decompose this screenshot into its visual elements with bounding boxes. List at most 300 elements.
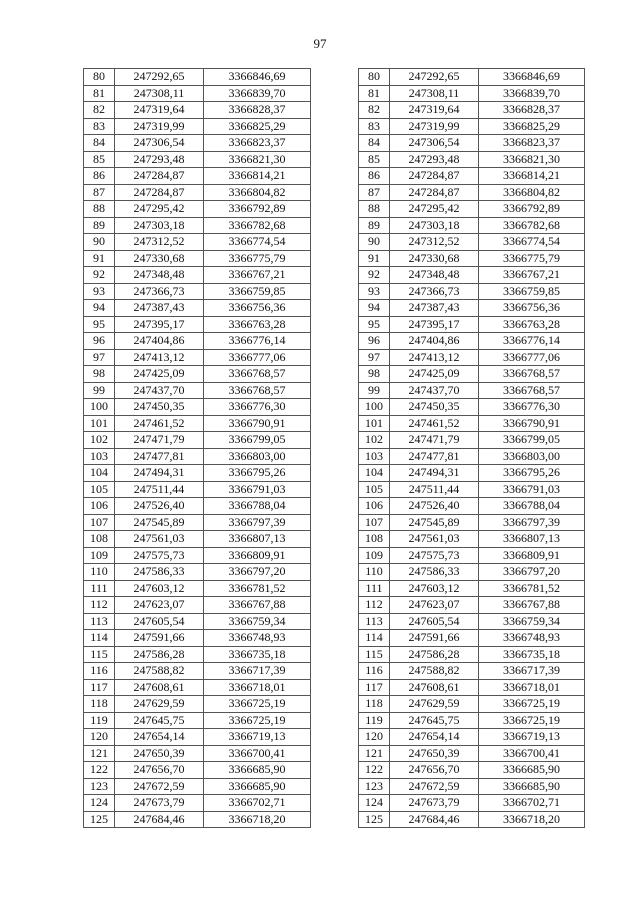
x-coordinate-cell: 247293,48 [390,151,479,168]
x-coordinate-cell: 247437,70 [390,382,479,399]
table-row [84,729,311,746]
x-coordinate-cell: 247461,52 [115,415,204,432]
y-coordinate-cell: 3366782,68 [204,217,311,234]
point-number-cell: 118 [359,696,390,713]
y-coordinate-cell: 3366809,91 [204,547,311,564]
point-number-cell: 88 [84,201,115,218]
table-row [359,630,585,647]
table-row [359,696,585,713]
x-coordinate-cell: 247471,79 [115,432,204,449]
table-row [359,250,585,267]
y-coordinate-cell: 3366768,57 [204,366,311,383]
table-row [359,118,585,135]
x-coordinate-cell: 247319,99 [390,118,479,135]
point-number-cell: 104 [84,465,115,482]
point-number-cell: 102 [84,432,115,449]
y-coordinate-cell: 3366839,70 [479,85,585,102]
x-coordinate-cell: 247645,75 [115,712,204,729]
point-number-cell: 86 [84,168,115,185]
point-number-cell: 109 [359,547,390,564]
x-coordinate-cell: 247623,07 [115,597,204,614]
table-row [359,646,585,663]
x-coordinate-cell: 247673,79 [390,795,479,812]
point-number-cell: 123 [84,778,115,795]
y-coordinate-cell: 3366768,57 [479,382,585,399]
point-number-cell: 106 [84,498,115,515]
y-coordinate-cell: 3366797,39 [204,514,311,531]
point-number-cell: 122 [359,762,390,779]
point-number-cell: 103 [359,448,390,465]
y-coordinate-cell: 3366718,20 [479,811,585,828]
y-coordinate-cell: 3366790,91 [204,415,311,432]
point-number-cell: 123 [359,778,390,795]
point-number-cell: 107 [359,514,390,531]
point-number-cell: 81 [359,85,390,102]
table-row [359,415,585,432]
y-coordinate-cell: 3366719,13 [204,729,311,746]
x-coordinate-cell: 247312,52 [115,234,204,251]
x-coordinate-cell: 247588,82 [390,663,479,680]
point-number-cell: 100 [359,399,390,416]
x-coordinate-cell: 247425,09 [115,366,204,383]
point-number-cell: 82 [359,102,390,119]
x-coordinate-cell: 247295,42 [115,201,204,218]
x-coordinate-cell: 247387,43 [390,300,479,317]
y-coordinate-cell: 3366685,90 [204,762,311,779]
point-number-cell: 120 [84,729,115,746]
point-number-cell: 83 [84,118,115,135]
y-coordinate-cell: 3366685,90 [204,778,311,795]
x-coordinate-cell: 247366,73 [115,283,204,300]
table-row [84,300,311,317]
table-row [84,613,311,630]
x-coordinate-cell: 247308,11 [390,85,479,102]
x-coordinate-cell: 247650,39 [390,745,479,762]
point-number-cell: 98 [359,366,390,383]
point-number-cell: 90 [84,234,115,251]
y-coordinate-cell: 3366795,26 [479,465,585,482]
y-coordinate-cell: 3366725,19 [479,712,585,729]
table-row [359,778,585,795]
point-number-cell: 89 [84,217,115,234]
x-coordinate-cell: 247306,54 [390,135,479,152]
x-coordinate-cell: 247308,11 [115,85,204,102]
point-number-cell: 105 [84,481,115,498]
x-coordinate-cell: 247656,70 [390,762,479,779]
point-number-cell: 85 [84,151,115,168]
y-coordinate-cell: 3366823,37 [204,135,311,152]
y-coordinate-cell: 3366702,71 [479,795,585,812]
y-coordinate-cell: 3366803,00 [479,448,585,465]
table-row [359,382,585,399]
table-row [84,217,311,234]
table-row [359,745,585,762]
x-coordinate-cell: 247608,61 [390,679,479,696]
y-coordinate-cell: 3366788,04 [204,498,311,515]
y-coordinate-cell: 3366823,37 [479,135,585,152]
y-coordinate-cell: 3366776,14 [479,333,585,350]
y-coordinate-cell: 3366839,70 [204,85,311,102]
table-row [359,762,585,779]
table-row [359,267,585,284]
table-row [359,283,585,300]
point-number-cell: 115 [359,646,390,663]
table-row [84,498,311,515]
point-number-cell: 117 [84,679,115,696]
point-number-cell: 104 [359,465,390,482]
y-coordinate-cell: 3366776,30 [204,399,311,416]
point-number-cell: 97 [359,349,390,366]
y-coordinate-cell: 3366717,39 [204,663,311,680]
x-coordinate-cell: 247494,31 [115,465,204,482]
point-number-cell: 91 [84,250,115,267]
point-number-cell: 115 [84,646,115,663]
y-coordinate-cell: 3366700,41 [204,745,311,762]
point-number-cell: 113 [359,613,390,630]
x-coordinate-cell: 247395,17 [115,316,204,333]
x-coordinate-cell: 247561,03 [390,531,479,548]
coordinates-table-left-body [84,69,311,828]
y-coordinate-cell: 3366799,05 [479,432,585,449]
y-coordinate-cell: 3366781,52 [204,580,311,597]
point-number-cell: 116 [359,663,390,680]
x-coordinate-cell: 247477,81 [115,448,204,465]
y-coordinate-cell: 3366774,54 [479,234,585,251]
y-coordinate-cell: 3366767,21 [479,267,585,284]
table-row [84,69,311,86]
y-coordinate-cell: 3366725,19 [204,696,311,713]
x-coordinate-cell: 247471,79 [390,432,479,449]
point-number-cell: 113 [84,613,115,630]
table-row [359,300,585,317]
point-number-cell: 125 [84,811,115,828]
table-row [84,151,311,168]
x-coordinate-cell: 247319,99 [115,118,204,135]
y-coordinate-cell: 3366809,91 [479,547,585,564]
point-number-cell: 83 [359,118,390,135]
point-number-cell: 99 [359,382,390,399]
point-number-cell: 93 [84,283,115,300]
y-coordinate-cell: 3366776,14 [204,333,311,350]
x-coordinate-cell: 247673,79 [115,795,204,812]
x-coordinate-cell: 247588,82 [115,663,204,680]
x-coordinate-cell: 247645,75 [390,712,479,729]
table-row [359,432,585,449]
x-coordinate-cell: 247629,59 [390,696,479,713]
point-number-cell: 121 [84,745,115,762]
x-coordinate-cell: 247284,87 [115,168,204,185]
table-row [359,184,585,201]
y-coordinate-cell: 3366791,03 [204,481,311,498]
point-number-cell: 116 [84,663,115,680]
x-coordinate-cell: 247319,64 [115,102,204,119]
table-row [359,135,585,152]
table-row [359,729,585,746]
x-coordinate-cell: 247292,65 [390,69,479,86]
table-row [84,811,311,828]
x-coordinate-cell: 247526,40 [390,498,479,515]
table-row [359,498,585,515]
table-row [359,580,585,597]
y-coordinate-cell: 3366718,01 [204,679,311,696]
y-coordinate-cell: 3366804,82 [204,184,311,201]
table-row [84,432,311,449]
y-coordinate-cell: 3366799,05 [204,432,311,449]
point-number-cell: 111 [359,580,390,597]
x-coordinate-cell: 247684,46 [115,811,204,828]
y-coordinate-cell: 3366767,88 [479,597,585,614]
x-coordinate-cell: 247605,54 [115,613,204,630]
table-row [359,613,585,630]
y-coordinate-cell: 3366792,89 [204,201,311,218]
point-number-cell: 94 [359,300,390,317]
table-row [84,102,311,119]
table-row [84,696,311,713]
y-coordinate-cell: 3366825,29 [204,118,311,135]
point-number-cell: 82 [84,102,115,119]
point-number-cell: 114 [84,630,115,647]
x-coordinate-cell: 247654,14 [390,729,479,746]
page-number: 97 [313,36,327,51]
table-row [84,597,311,614]
y-coordinate-cell: 3366774,54 [204,234,311,251]
y-coordinate-cell: 3366825,29 [479,118,585,135]
table-row [359,712,585,729]
point-number-cell: 102 [359,432,390,449]
y-coordinate-cell: 3366759,85 [479,283,585,300]
x-coordinate-cell: 247425,09 [390,366,479,383]
y-coordinate-cell: 3366763,28 [479,316,585,333]
x-coordinate-cell: 247348,48 [115,267,204,284]
table-row [359,795,585,812]
y-coordinate-cell: 3366792,89 [479,201,585,218]
point-number-cell: 95 [359,316,390,333]
x-coordinate-cell: 247366,73 [390,283,479,300]
table-row [84,663,311,680]
point-number-cell: 114 [359,630,390,647]
y-coordinate-cell: 3366782,68 [479,217,585,234]
point-number-cell: 124 [84,795,115,812]
y-coordinate-cell: 3366719,13 [479,729,585,746]
y-coordinate-cell: 3366846,69 [204,69,311,86]
point-number-cell: 111 [84,580,115,597]
y-coordinate-cell: 3366821,30 [204,151,311,168]
point-number-cell: 119 [359,712,390,729]
y-coordinate-cell: 3366735,18 [204,646,311,663]
point-number-cell: 86 [359,168,390,185]
table-row [359,366,585,383]
x-coordinate-cell: 247672,59 [390,778,479,795]
y-coordinate-cell: 3366791,03 [479,481,585,498]
point-number-cell: 92 [84,267,115,284]
y-coordinate-cell: 3366814,21 [204,168,311,185]
point-number-cell: 97 [84,349,115,366]
point-number-cell: 101 [84,415,115,432]
x-coordinate-cell: 247672,59 [115,778,204,795]
y-coordinate-cell: 3366756,36 [204,300,311,317]
x-coordinate-cell: 247450,35 [115,399,204,416]
y-coordinate-cell: 3366846,69 [479,69,585,86]
point-number-cell: 105 [359,481,390,498]
table-row [84,630,311,647]
x-coordinate-cell: 247591,66 [115,630,204,647]
point-number-cell: 112 [84,597,115,614]
x-coordinate-cell: 247404,86 [115,333,204,350]
point-number-cell: 101 [359,415,390,432]
y-coordinate-cell: 3366828,37 [479,102,585,119]
point-number-cell: 99 [84,382,115,399]
x-coordinate-cell: 247591,66 [390,630,479,647]
point-number-cell: 106 [359,498,390,515]
table-row [359,316,585,333]
y-coordinate-cell: 3366781,52 [479,580,585,597]
x-coordinate-cell: 247413,12 [390,349,479,366]
x-coordinate-cell: 247303,18 [115,217,204,234]
point-number-cell: 121 [359,745,390,762]
x-coordinate-cell: 247284,87 [390,184,479,201]
table-row [84,168,311,185]
x-coordinate-cell: 247494,31 [390,465,479,482]
x-coordinate-cell: 247511,44 [115,481,204,498]
point-number-cell: 122 [84,762,115,779]
x-coordinate-cell: 247656,70 [115,762,204,779]
x-coordinate-cell: 247450,35 [390,399,479,416]
y-coordinate-cell: 3366718,20 [204,811,311,828]
table-row [84,646,311,663]
table-row [359,679,585,696]
y-coordinate-cell: 3366788,04 [479,498,585,515]
y-coordinate-cell: 3366767,21 [204,267,311,284]
x-coordinate-cell: 247684,46 [390,811,479,828]
table-row [359,663,585,680]
point-number-cell: 117 [359,679,390,696]
table-row [84,201,311,218]
x-coordinate-cell: 247387,43 [115,300,204,317]
x-coordinate-cell: 247319,64 [390,102,479,119]
y-coordinate-cell: 3366803,00 [204,448,311,465]
table-row [359,69,585,86]
table-row [84,778,311,795]
table-row [84,795,311,812]
x-coordinate-cell: 247608,61 [115,679,204,696]
table-row [84,481,311,498]
table-row [84,448,311,465]
table-row [84,316,311,333]
y-coordinate-cell: 3366777,06 [204,349,311,366]
coordinates-table-left [83,68,311,828]
y-coordinate-cell: 3366725,19 [204,712,311,729]
y-coordinate-cell: 3366759,34 [479,613,585,630]
x-coordinate-cell: 247586,33 [115,564,204,581]
x-coordinate-cell: 247295,42 [390,201,479,218]
y-coordinate-cell: 3366814,21 [479,168,585,185]
table-row [84,135,311,152]
table-row [359,547,585,564]
x-coordinate-cell: 247629,59 [115,696,204,713]
point-number-cell: 120 [359,729,390,746]
point-number-cell: 84 [359,135,390,152]
table-row [84,250,311,267]
y-coordinate-cell: 3366821,30 [479,151,585,168]
table-row [84,267,311,284]
point-number-cell: 98 [84,366,115,383]
x-coordinate-cell: 247605,54 [390,613,479,630]
table-row [359,151,585,168]
x-coordinate-cell: 247330,68 [390,250,479,267]
y-coordinate-cell: 3366763,28 [204,316,311,333]
y-coordinate-cell: 3366828,37 [204,102,311,119]
y-coordinate-cell: 3366790,91 [479,415,585,432]
x-coordinate-cell: 247623,07 [390,597,479,614]
point-number-cell: 80 [359,69,390,86]
table-row [359,399,585,416]
table-row [84,85,311,102]
y-coordinate-cell: 3366804,82 [479,184,585,201]
x-coordinate-cell: 247404,86 [390,333,479,350]
table-row [359,333,585,350]
table-row [84,712,311,729]
point-number-cell: 107 [84,514,115,531]
x-coordinate-cell: 247650,39 [115,745,204,762]
y-coordinate-cell: 3366807,13 [479,531,585,548]
point-number-cell: 84 [84,135,115,152]
y-coordinate-cell: 3366748,93 [479,630,585,647]
table-row [84,349,311,366]
point-number-cell: 108 [359,531,390,548]
table-row [359,465,585,482]
table-row [84,184,311,201]
table-row [359,564,585,581]
y-coordinate-cell: 3366768,57 [204,382,311,399]
x-coordinate-cell: 247654,14 [115,729,204,746]
y-coordinate-cell: 3366768,57 [479,366,585,383]
table-row [84,415,311,432]
x-coordinate-cell: 247586,28 [390,646,479,663]
x-coordinate-cell: 247293,48 [115,151,204,168]
y-coordinate-cell: 3366759,85 [204,283,311,300]
point-number-cell: 118 [84,696,115,713]
point-number-cell: 108 [84,531,115,548]
x-coordinate-cell: 247330,68 [115,250,204,267]
table-row [359,201,585,218]
x-coordinate-cell: 247284,87 [390,168,479,185]
point-number-cell: 110 [359,564,390,581]
y-coordinate-cell: 3366775,79 [479,250,585,267]
point-number-cell: 124 [359,795,390,812]
point-number-cell: 110 [84,564,115,581]
table-row [84,531,311,548]
x-coordinate-cell: 247303,18 [390,217,479,234]
y-coordinate-cell: 3366718,01 [479,679,585,696]
point-number-cell: 90 [359,234,390,251]
y-coordinate-cell: 3366776,30 [479,399,585,416]
point-number-cell: 88 [359,201,390,218]
x-coordinate-cell: 247348,48 [390,267,479,284]
y-coordinate-cell: 3366807,13 [204,531,311,548]
table-row [84,118,311,135]
table-row [84,762,311,779]
x-coordinate-cell: 247575,73 [390,547,479,564]
table-row [84,366,311,383]
point-number-cell: 93 [359,283,390,300]
y-coordinate-cell: 3366702,71 [204,795,311,812]
x-coordinate-cell: 247312,52 [390,234,479,251]
y-coordinate-cell: 3366795,26 [204,465,311,482]
table-row [84,580,311,597]
x-coordinate-cell: 247413,12 [115,349,204,366]
x-coordinate-cell: 247292,65 [115,69,204,86]
point-number-cell: 81 [84,85,115,102]
